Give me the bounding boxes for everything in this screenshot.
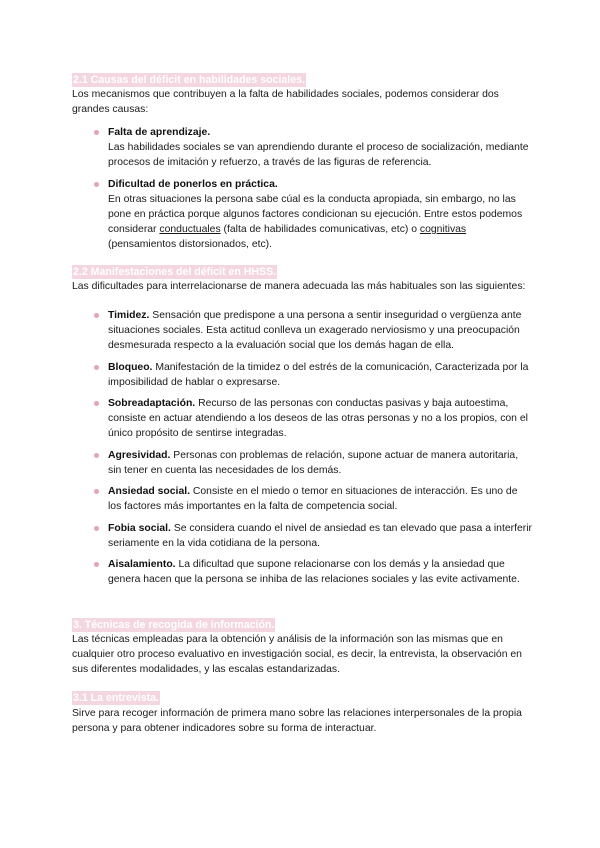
list-item-term: Timidez. bbox=[108, 310, 150, 321]
list-item bbox=[92, 125, 532, 170]
list-item-term: Ansiedad social. bbox=[108, 486, 190, 497]
section-heading-3: 3. Técnicas de recogida de información. bbox=[73, 619, 275, 631]
list-item bbox=[92, 308, 532, 353]
section-3-text: Las técnicas empleadas para la obtención y análisis de la información son las mismas que en cualquier otro proceso evaluativo en investigación social, es decir, la entrevista, la observación en sus diferentes modalidades, y las escalas estandarizadas. bbox=[72, 634, 522, 675]
list-item-text: Manifestación de la timidez o del estrés de la comunicación, Caracterizada por la imposibilidad de hablar o expresarse. bbox=[108, 361, 529, 388]
list-item-text: Recurso de las personas con conductas pasivas y baja autoestima, consiste en actuar atendiendo a los deseos de las otras personas y no a los propios, con el único propósito de sentirse integradas. bbox=[108, 398, 528, 439]
list-item-term: Fobia social. bbox=[108, 522, 171, 534]
section-heading-2-1: 2.1 Causas del déficit en habilidades sociales. bbox=[73, 74, 305, 86]
section-2-1-intro: Los mecanismos que contribuyen a la falta de habilidades sociales, podemos considerar dos grandes causas: bbox=[72, 89, 499, 115]
list-item-text: En otras situaciones la persona sabe cúal es la conducta apropiada, sin embargo, no las pone en práctica porque algunos factores condicionan su ejecución. Entre estos podemos considerar bbox=[108, 194, 523, 235]
list-item bbox=[92, 360, 532, 390]
list-item bbox=[92, 521, 532, 551]
list-item bbox=[92, 484, 532, 514]
list-item-term: Falta de aprendizaje. bbox=[108, 127, 211, 138]
list-item-text: (pensamientos distorsionados, etc). bbox=[108, 239, 273, 250]
list-item bbox=[92, 177, 532, 252]
list-item-term: Dificultad de ponerlos en práctica. bbox=[108, 179, 278, 190]
list-item-term: Aisalamiento. bbox=[108, 559, 176, 570]
list-item bbox=[92, 557, 532, 587]
section-2-2-intro: Las dificultades para interrelacionarse de manera adecuada las más habituales son las siguientes: bbox=[72, 281, 526, 292]
list-item-text: (falta de habilidades comunicativas, etc) o bbox=[220, 224, 420, 235]
list-item-text: Personas con problemas de relación, supone actuar de manera autoritaria, sin tener en cuenta las necesidades de los demás. bbox=[108, 449, 519, 476]
list-item-text: Las habilidades sociales se van aprendiendo durante el proceso de socialización, mediante procesos de imitación y refuerzo, a través de las figuras de referencia. bbox=[108, 142, 529, 168]
list-item-text: La dificultad que supone relacionarse con los demás y la ansiedad que genera hacen que la persona se inhiba de las relaciones sociales y las evite activamente. bbox=[108, 559, 520, 585]
section-heading-3-1: 3.1 La entrevista. bbox=[73, 692, 159, 704]
list-item-term: Sobreadaptación. bbox=[108, 398, 196, 409]
causes-list bbox=[92, 125, 532, 259]
section-heading-2-2: 2.2 Manifestaciones del déficit en HHSS. bbox=[73, 266, 277, 278]
term-cognitivas: cognitivas bbox=[419, 224, 467, 235]
list-item-term: Agresividad. bbox=[108, 449, 171, 461]
section-3-1-text: Sirve para recoger información de primera mano sobre las relaciones interpersonales de la propia persona y para obtener indicadores sobre su forma de interactuar. bbox=[72, 708, 522, 734]
list-item bbox=[92, 396, 532, 441]
list-item-text: Consiste en el miedo o temor en situaciones de interacción. Es uno de los factores más importantes en la falta de competencia social. bbox=[108, 486, 518, 512]
term-conductuales: conductuales bbox=[159, 224, 221, 235]
list-item-text: Se considera cuando el nivel de ansiedad es tan elevado que pasa a interferir seriamente en la vida cotidiana de la persona. bbox=[108, 522, 532, 549]
list-item bbox=[92, 448, 532, 478]
list-item-term: Bloqueo. bbox=[108, 361, 153, 373]
list-item-text: Sensación que predispone a una persona a sentir inseguridad o vergüenza ante situaciones sociales. Esta actitud conlleva un exagerado nerviosismo y una preocupación desmesurada respecto a la evaluación social que los demás hagan de ella. bbox=[108, 310, 522, 351]
manifestations-list bbox=[92, 308, 532, 594]
